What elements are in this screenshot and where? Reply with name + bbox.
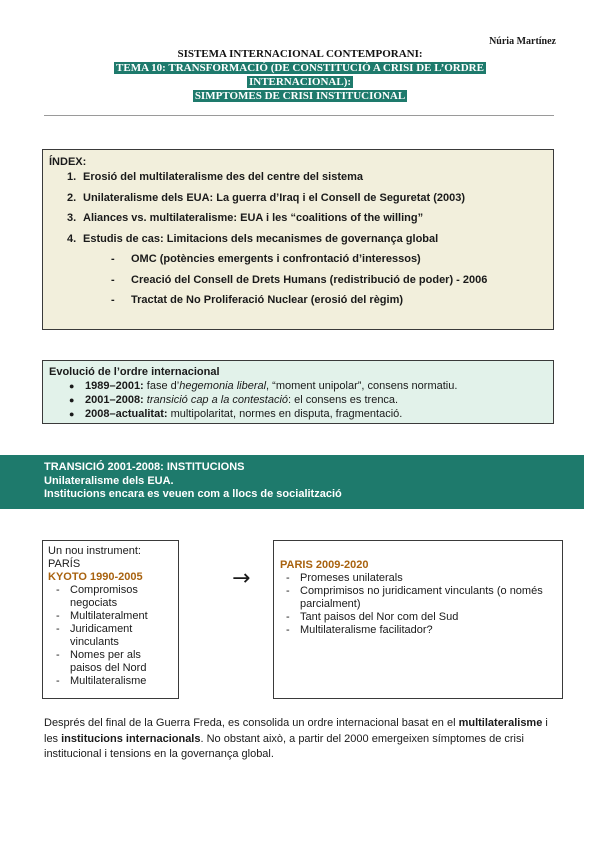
- document-title-block: [44, 47, 556, 103]
- list-item-text: Multilateralisme: [70, 675, 147, 687]
- bullet-icon: ●: [69, 381, 75, 391]
- closing-paragraph: [44, 716, 556, 763]
- kyoto-list: [48, 584, 173, 688]
- dash-mark: -: [56, 649, 60, 661]
- list-item: [280, 585, 556, 611]
- list-item-text: Tant paisos del Nor com del Sud: [300, 611, 459, 623]
- paragraph-text: . No obstant això, a partir del 2000 emergeixen símptomes de crisi institucional i tensions en la governança global.: [44, 732, 524, 760]
- period-emphasis: transició cap a la contestació: [146, 394, 289, 406]
- period-text: fase d’: [143, 380, 180, 392]
- bullet-icon: ●: [69, 395, 75, 405]
- index-item-number: 3.: [67, 212, 77, 224]
- dash-mark: -: [286, 572, 290, 584]
- topic-title-line-1: TEMA 10: TRANSFORMACIÓ (DE CONSTITUCIÓ A CRISI DE L’ORDRE: [116, 62, 484, 74]
- kyoto-heading: KYOTO 1990-2005: [48, 571, 143, 583]
- list-item: [280, 611, 556, 624]
- index-item-text: Aliances vs. multilateralisme: EUA i les “coalitions of the willing”: [83, 212, 424, 224]
- period-text: multipolaritat, normes en disputa, fragmentació.: [167, 408, 403, 420]
- index-item-text: Estudis de cas: Limitacions dels mecanismes de governança global: [83, 232, 439, 245]
- list-item: [280, 572, 556, 585]
- index-subitem-text: Tractat de No Proliferació Nuclear (erosió del règim): [131, 294, 404, 306]
- list-item: [48, 649, 173, 675]
- dash-mark: -: [286, 585, 290, 597]
- evolution-item: [69, 379, 547, 393]
- period-text: , “moment unipolar”, consens normatiu.: [266, 380, 458, 392]
- index-item: [67, 192, 547, 213]
- paragraph-emphasis: multilateralisme: [458, 717, 543, 729]
- index-subitem-text: OMC (potències emergents i confrontació d’interessos): [131, 253, 421, 265]
- index-item-number: 4.: [67, 232, 77, 245]
- subitem-dash: -: [111, 253, 115, 265]
- period-label: 2008–actualitat:: [85, 408, 168, 420]
- list-item-text: Promeses unilaterals: [300, 572, 403, 584]
- list-item-text: Multilateralisme facilitador?: [300, 624, 433, 636]
- paris-box: [273, 540, 563, 699]
- evolution-box: [42, 360, 554, 424]
- index-item-number: 2.: [67, 191, 77, 204]
- transition-banner: [0, 455, 584, 509]
- kyoto-box: [42, 540, 179, 699]
- index-subitem: [111, 274, 547, 295]
- evolution-item: [69, 407, 547, 421]
- index-item: [67, 212, 547, 233]
- dash-mark: -: [56, 623, 60, 635]
- index-subitem: [111, 294, 547, 315]
- paragraph-text: i les: [44, 717, 548, 745]
- index-item-text: Erosió del multilateralisme des del centre del sistema: [83, 171, 364, 183]
- document-title: SISTEMA INTERNACIONAL CONTEMPORANI:: [177, 48, 423, 60]
- index-subitem-text: Creació del Consell de Drets Humans (redistribució de poder) - 2006: [131, 273, 488, 286]
- period-emphasis: hegemonia liberal: [179, 380, 267, 392]
- list-item: [48, 610, 173, 623]
- paragraph-text: Després del final de la Guerra Freda, es consolida un ordre internacional basat en el: [44, 717, 459, 729]
- topic-title-line-2: INTERNACIONAL):: [248, 76, 352, 88]
- period-label: 1989–2001:: [85, 380, 144, 392]
- index-item: [67, 171, 547, 192]
- banner-title: TRANSICIÓ 2001-2008: INSTITUCIONS: [44, 461, 245, 473]
- list-item: [48, 623, 173, 649]
- list-item-text: Compromisos negociats: [70, 584, 138, 609]
- subitem-dash: -: [111, 273, 115, 286]
- author-name: Núria Martínez: [489, 36, 556, 47]
- dash-mark: -: [56, 610, 60, 622]
- kyoto-intro-label: PARÍS: [48, 558, 81, 570]
- index-item-text: Unilateralisme dels EUA: La guerra d’Iraq i el Consell de Seguretat (2003): [83, 191, 466, 204]
- paragraph-emphasis: institucions internacionals: [61, 732, 201, 745]
- banner-line: Unilateralisme dels EUA.: [44, 474, 174, 487]
- dash-mark: -: [286, 624, 290, 636]
- list-item-text: Multilateralment: [70, 610, 148, 622]
- list-item: [280, 624, 556, 637]
- period-text: : el consens es trenca.: [288, 394, 399, 406]
- list-item-text: Nomes per als paisos del Nord: [70, 649, 147, 674]
- dash-mark: -: [56, 675, 60, 687]
- index-item-number: 1.: [67, 171, 77, 183]
- evolution-heading: Evolució de l’ordre internacional: [49, 366, 220, 378]
- bullet-icon: ●: [69, 409, 75, 419]
- index-subitem: [111, 253, 547, 274]
- topic-title-line-3: SIMPTOMES DE CRISI INSTITUCIONAL: [194, 90, 406, 102]
- period-label: 2001–2008:: [85, 394, 144, 406]
- list-item-text: Juridicament vinculants: [70, 623, 133, 648]
- dash-mark: -: [56, 584, 60, 596]
- right-arrow-icon: →: [232, 566, 251, 591]
- title-divider: [44, 115, 554, 116]
- list-item: [48, 584, 173, 610]
- evolution-item: [69, 393, 547, 407]
- paris-heading: PARIS 2009-2020: [280, 559, 369, 571]
- index-box: [42, 149, 554, 330]
- dash-mark: -: [286, 611, 290, 623]
- banner-line: Institucions encara es veuen com a llocs de socialització: [44, 488, 342, 500]
- paris-list: [280, 572, 556, 637]
- subitem-dash: -: [111, 294, 115, 306]
- list-item-text: Comprimisos no juridicament vinculants (o només parcialment): [300, 585, 543, 610]
- index-heading: ÍNDEX:: [49, 156, 87, 168]
- list-item: [48, 675, 173, 688]
- kyoto-intro: Un nou instrument:: [48, 545, 141, 557]
- index-item: [67, 233, 547, 254]
